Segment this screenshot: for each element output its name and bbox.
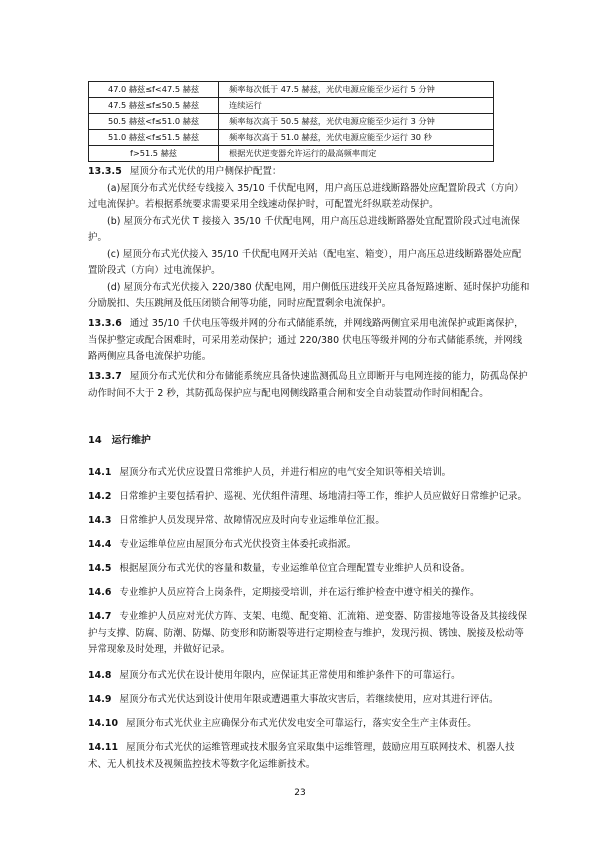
clause-13-3-7: [88, 369, 530, 402]
item-14-10: [88, 716, 530, 733]
table-cell: 47.0 赫兹≤f<47.5 赫兹: [89, 82, 219, 98]
clause-number: 13.3.5: [88, 166, 122, 177]
chapter-number: 14: [88, 435, 102, 446]
clause-item-a: (a)屋顶分布式光伏经专线接入 35/10 千伏配电网，用户高压总进线断路器处应配置阶段式（方向）过电流保护。若根据系统要求需要采用全线速动保护时，可配置光纤纵联差动保护。: [88, 182, 524, 210]
item-text: 屋顶分布式光伏在设计使用年限内，应保证其正常使用和维护条件下的可靠运行。: [119, 670, 461, 681]
item-text: 专业运维单位应由屋顶分布式光伏投资主体委托或指派。: [119, 539, 357, 550]
table-cell: 根据光伏逆变器允许运行的最高频率而定: [219, 146, 494, 162]
clause-number: 13.3.7: [88, 371, 122, 382]
table-cell: f>51.5 赫兹: [89, 146, 219, 162]
item-number: 14.9: [88, 694, 112, 705]
clause-item-d: (d) 屋顶分布式光伏接入 220/380 伏配电网，用户侧低压进线开关应具备短路速断、延时保护功能和分励脱扣、失压跳闸及低压闭锁合闸等功能，同时应配置剩余电流保护。: [88, 281, 530, 309]
item-14-8: [88, 668, 530, 685]
item-14-7: [88, 609, 530, 659]
table-cell: 连续运行: [219, 98, 494, 114]
table-cell: 50.5 赫兹<f≤51.0 赫兹: [89, 114, 219, 130]
chapter-title: 运行维护: [111, 435, 151, 446]
clause-item-b: (b) 屋顶分布式光伏 T 接接入 35/10 千伏配电网，用户高压总进线断路器处宜配置阶段式过电流保护。: [88, 215, 520, 243]
table-cell: 47.5 赫兹≤f≤50.5 赫兹: [89, 98, 219, 114]
clause-heading: [88, 164, 530, 181]
item-number: 14.4: [88, 539, 112, 550]
item-14-6: [88, 585, 530, 602]
item-14-5: [88, 561, 530, 578]
item-14-2: [88, 489, 530, 506]
item-14-9: [88, 692, 530, 709]
table-cell: 频率每次高于 50.5 赫兹，光伏电源应能至少运行 3 分钟: [219, 114, 494, 130]
item-number: 14.2: [88, 491, 112, 502]
item-number: 14.5: [88, 563, 112, 574]
table-cell: 51.0 赫兹<f≤51.5 赫兹: [89, 130, 219, 146]
item-number: 14.3: [88, 515, 112, 526]
table-row: [89, 130, 494, 146]
clause-item-c: (c) 屋顶分布式光伏接入 35/10 千伏配电网开关站（配电室、箱变），用户高压总进线断路器处应配置阶段式（方向）过电流保护。: [88, 248, 522, 276]
item-number: 14.6: [88, 587, 112, 598]
item-number: 14.10: [88, 718, 119, 729]
item-number: 14.7: [88, 611, 112, 622]
item-text: 日常维护主要包括看护、巡视、光伏组件清理、场地清扫等工作，维护人员应做好日常维护记录。: [119, 491, 527, 502]
item-text: 屋顶分布式光伏的运维管理或技术服务宜采取集中运维管理，鼓励应用互联网技术、机器人技术、无人机技术及视频监控技术等数字化运维新技术。: [88, 742, 515, 770]
item-text: 屋顶分布式光伏业主应确保分布式光伏发电安全可靠运行，落实安全生产主体责任。: [126, 718, 477, 729]
item-text: 屋顶分布式光伏应设置日常维护人员，并进行相应的电气安全知识等相关培训。: [119, 467, 452, 478]
item-14-3: [88, 513, 530, 530]
frequency-table: [88, 81, 494, 162]
clause-text: 屋顶分布式光伏的用户侧保护配置：: [129, 166, 282, 177]
item-14-1: [88, 465, 530, 482]
page-number: 23: [294, 788, 306, 798]
item-text: 专业维护人员应对光伏方阵、支架、电缆、配变箱、汇流箱、逆变器、防雷接地等设备及其接线保护与支撑、防腐、防潮、防爆、防变形和防断裂等进行定期检查与维护，发现污损、锈蚀、脱接及松动等异常现象及时处理，并做好记录。: [88, 611, 527, 655]
clause-number: 13.3.6: [88, 318, 122, 329]
item-number: 14.11: [88, 742, 119, 753]
table-row: [89, 146, 494, 162]
table-row: [89, 98, 494, 114]
item-number: 14.1: [88, 467, 112, 478]
item-text: 根据屋顶分布式光伏的容量和数量，专业运维单位宜合理配置专业维护人员和设备。: [119, 563, 471, 574]
item-text: 屋顶分布式光伏达到设计使用年限或遭遇重大事故灾害后，若继续使用，应对其进行评估。: [119, 694, 499, 705]
clause-text: 屋顶分布式光伏和分布储能系统应具备快速监测孤岛且立即断开与电网连接的能力，防孤岛保护动作时间不大于 2 秒，其防孤岛保护应与配电网侧线路重合闸和安全自动装置动作时间相配合。: [88, 371, 528, 399]
table-row: [89, 82, 494, 98]
item-text: 日常维护人员发现异常、故障情况应及时向专业运维单位汇报。: [119, 515, 385, 526]
item-text: 专业维护人员应符合上岗条件，定期接受培训，并在运行维护检查中遵守相关的操作。: [119, 587, 480, 598]
item-14-11: [88, 740, 530, 773]
table-cell: 频率每次高于 51.0 赫兹，光伏电源应能至少运行 30 秒: [219, 130, 494, 146]
chapter-heading: [88, 432, 151, 446]
table-cell: 频率每次低于 47.5 赫兹，光伏电源应能至少运行 5 分钟: [219, 82, 494, 98]
table-row: [89, 114, 494, 130]
clause-13-3-6: [88, 316, 530, 366]
item-number: 14.8: [88, 670, 112, 681]
item-14-4: [88, 537, 530, 554]
clause-13-3-5: [88, 164, 530, 313]
clause-text: 通过 35/10 千伏电压等级并网的分布式储能系统，并网线路两侧宜采用电流保护或距离保护，当保护整定或配合困难时，可采用差动保护；通过 220/380 伏电压等级并网的分布式储能系统，并网线路两侧应具备电流保护功能。: [88, 318, 524, 362]
